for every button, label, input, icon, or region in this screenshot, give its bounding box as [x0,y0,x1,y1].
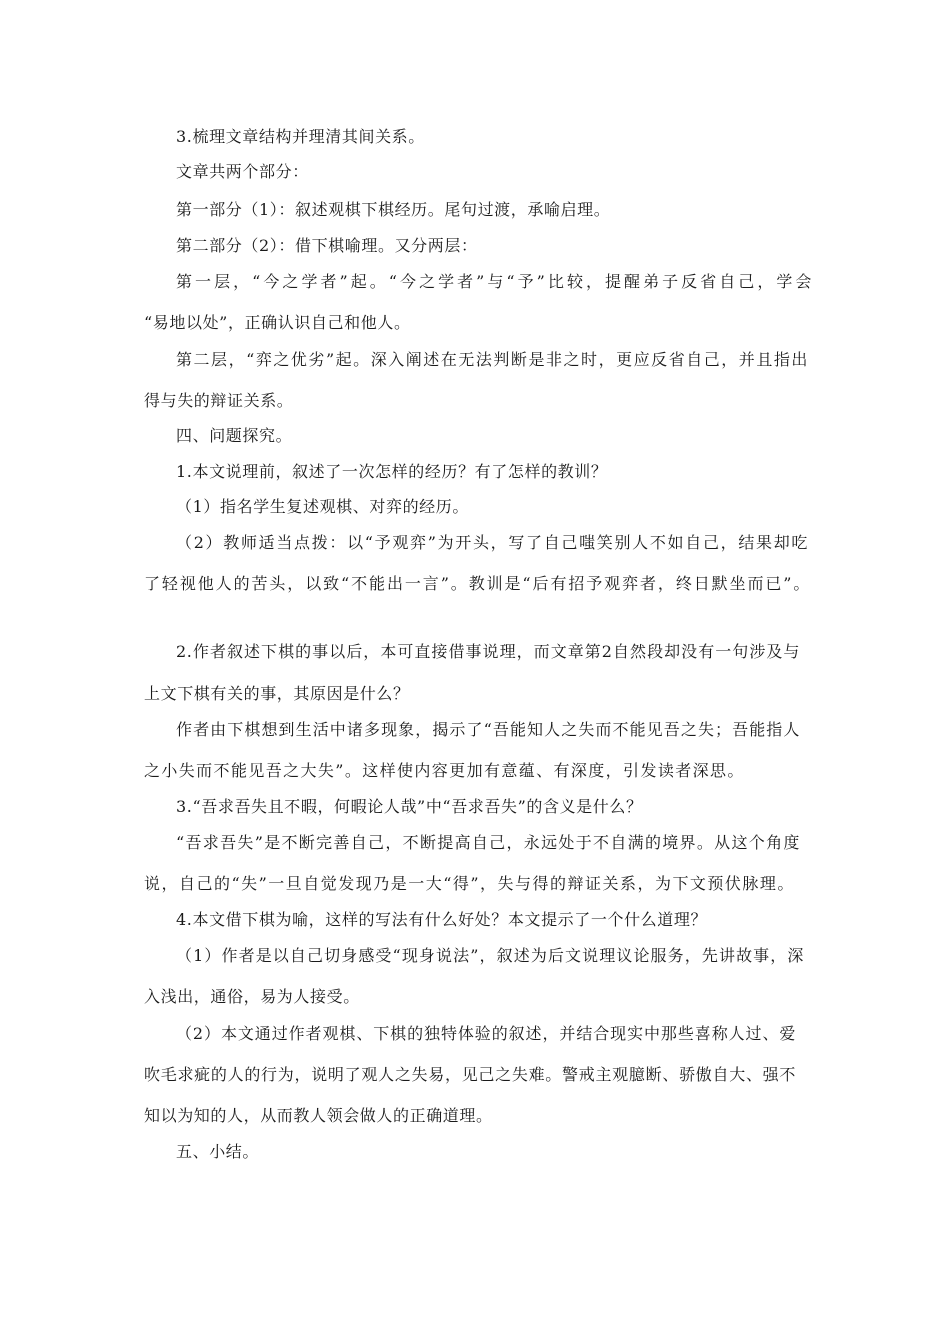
text-line: 入浅出，通俗，易为人接受。 [144,987,360,1006]
text-line: 作者由下棋想到生活中诸多现象，揭示了“吾能知人之失而不能见吾之失；吾能指人 [176,720,800,739]
text-line: 2.作者叙述下棋的事以后，本可直接借事说理，而文章第2自然段却没有一句涉及与 [176,642,800,661]
text-line: 第一层，“今之学者”起。“今之学者”与“予”比较，提醒弟子反省自己，学会 [176,272,812,291]
text-line: 上文下棋有关的事，其原因是什么？ [144,684,410,703]
text-line: 了轻视他人的苦头，以致“不能出一言”。教训是“后有招予观弈者，终日默坐而已”。 [144,574,810,593]
text-line: 四、问题探究。 [176,426,293,445]
text-line: （2）教师适当点拨：以“予观弈”为开头，写了自己嗤笑别人不如自己，结果却吃 [176,533,808,552]
text-line: （1）作者是以自己切身感受“现身说法”，叙述为后文说理议论服务，先讲故事，深 [176,946,804,965]
text-line: 文章共两个部分： [176,162,309,181]
text-line: （2）本文通过作者观棋、下棋的独特体验的叙述，并结合现实中那些喜称人过、爱 [176,1024,796,1043]
text-line: 1.本文说理前，叙述了一次怎样的经历？有了怎样的教训？ [176,462,608,481]
text-line: 五、小结。 [176,1142,260,1161]
text-line: 吹毛求疵的人的行为，说明了观人之失易，见己之失难。警戒主观臆断、骄傲自大、强不 [144,1065,796,1084]
text-line: 第二层，“弈之优劣”起。深入阐述在无法判断是非之时，更应反省自己，并且指出 [176,350,808,369]
text-line: “易地以处”，正确认识自己和他人。 [144,313,411,332]
text-line: 说，自己的“失”一旦自觉发现乃是一大“得”，失与得的辩证关系，为下文预伏脉理。 [144,874,794,893]
text-line: （1）指名学生复述观棋、对弈的经历。 [176,497,469,516]
text-line: 知以为知的人，从而教人领会做人的正确道理。 [144,1106,493,1125]
text-line: 4.本文借下棋为喻，这样的写法有什么好处？本文提示了一个什么道理？ [176,910,708,929]
text-line: 得与失的辩证关系。 [144,391,294,410]
text-line: “吾求吾失”是不断完善自己，不断提高自己，永远处于不自满的境界。从这个角度 [176,833,800,852]
text-line: 之小失而不能见吾之大失”。这样使内容更加有意蕴、有深度，引发读者深思。 [144,761,744,780]
text-line: 第一部分（1）：叙述观棋下棋经历。尾句过渡，承喻启理。 [176,200,611,219]
text-line: 3.梳理文章结构并理清其间关系。 [176,127,425,146]
text-line: 3.“吾求吾失且不暇，何暇论人哉”中“吾求吾失”的含义是什么？ [176,797,643,816]
text-line: 第二部分（2）：借下棋喻理。又分两层： [176,236,478,255]
